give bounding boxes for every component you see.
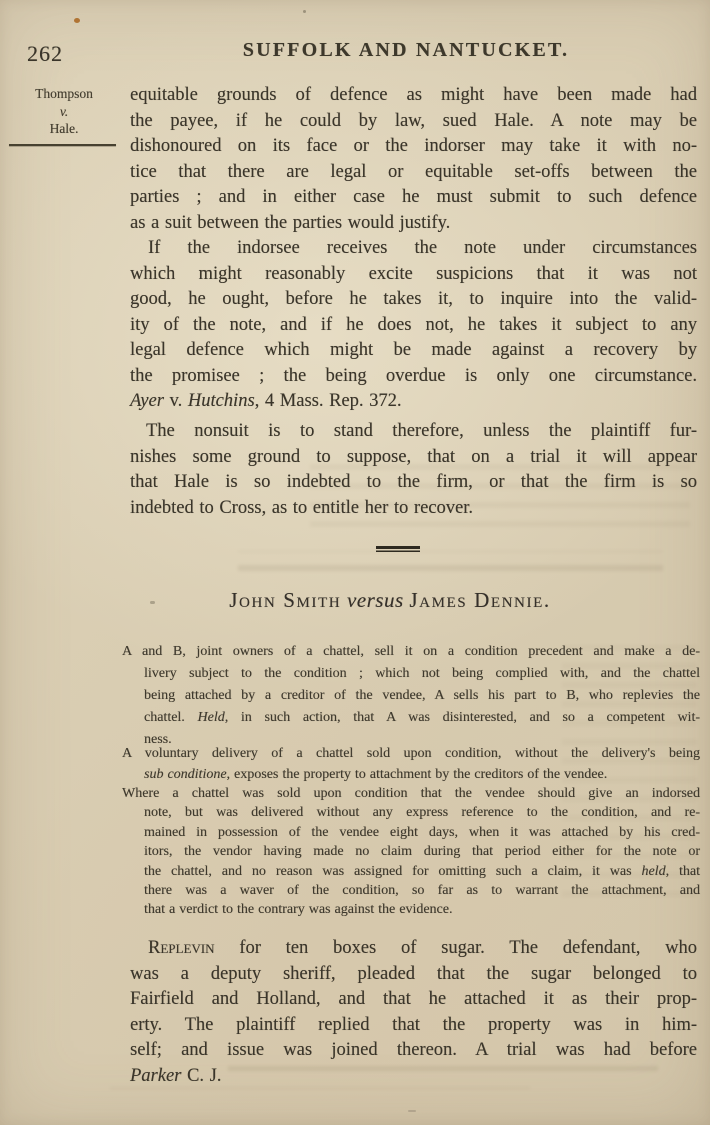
text-line: A voluntary delivery of a chattel sold upon condition, without the delivery's being [122,746,700,761]
margin-party-1: Thompson [35,86,93,101]
text-line: mained in possession of the vendee eight days, when it was attached by his cred- [144,824,700,840]
text-line: The nonsuit is to stand therefore, unless the plaintiff fur- [146,421,697,441]
text-line: tice that there are legal or equitable set-offs between the [130,161,697,182]
body-paragraph [130,236,697,415]
headnote-text: , that [665,863,701,879]
text-line: livery subject to the condition ; which not being complied with, and the chattel [144,666,700,681]
case-separator-rule [376,546,420,553]
citation-text: , 4 Mass. Rep. 372. [254,391,402,411]
case-name-italic: Hutchins [187,391,255,411]
show-through-smudge [238,551,663,584]
text-line: indebted to Cross, as to entitle her to recover. [130,497,473,518]
text-line: dishonoured on its face or the indorser may take it with no- [130,136,697,156]
held-italic: held [641,863,666,879]
headnote-text: the chattel, and no reason was assigned for omitting such a claim, it was [144,863,642,879]
text-line [130,936,697,962]
text-line: which might reasonably excite suspicions that it was not [130,263,697,284]
versus-word: versus [341,588,410,612]
text-line: self; and issue was joined thereon. A trial was had before [130,1040,697,1061]
defendant-name: James Dennie. [409,588,551,612]
text-line: there was a waver of the condition, so far as to warrant the attachment, and [144,882,700,898]
headnote-paragraph [122,743,700,785]
text-line: ity of the note, and if he does not, he takes it subject to any [130,314,697,335]
plaintiff-name: John Smith [229,588,342,612]
text-line: Where a chattel was sold upon condition that the vendee should give an indorsed [122,786,700,801]
margin-rule [9,144,116,146]
margin-versus: v. [59,103,69,119]
case-title [80,588,700,613]
body-paragraph [130,83,697,236]
running-head: SUFFOLK AND NANTUCKET. [242,39,570,61]
margin-party-2: Hale. [49,121,79,136]
text-line: itors, the vendor having made no claim during that period either for the note or [144,844,700,860]
text-line: erty. The plaintiff replied that the property was in him- [130,1014,697,1035]
text-line: parties ; and in either case he must submit to such defence [130,187,697,207]
text-line: good, he ought, before he takes it, to inquire into the valid- [130,289,697,309]
margin-case-note [8,85,120,138]
text-line: Fairfield and Holland, and that he attached it as their prop- [130,989,697,1010]
text-line: as a suit between the parties would justify. [130,212,451,233]
text-line [122,764,700,785]
citation-text: v. [163,391,188,411]
held-italic: Held [197,710,225,725]
text-line: A and B, joint owners of a chattel, sell it on a condition precedent and make a de- [122,644,700,659]
ink-speck [408,1110,416,1112]
citation-line [130,389,697,415]
text-line: the payee, if he could by law, sued Hale. A note may be [130,110,697,131]
headnote-text: , exposes the property to attachment by the creditors of the vendee. [226,767,608,782]
headnote-paragraph [122,641,700,751]
text-line: was a deputy sheriff, pleaded that the sugar belonged to [130,963,697,984]
page-number: 262 [27,41,63,66]
text-line [130,1064,697,1090]
body-paragraph [130,419,697,521]
text-line: the promisee ; the being overdue is only one circumstance. [130,365,697,386]
text-line: ness. [144,732,172,747]
latin-phrase-italic: sub conditione [144,767,227,782]
body-text: for ten boxes of sugar. The defendant, who [214,938,697,958]
text-line: note, but was delivered without any express reference to the condition, and re- [144,805,700,821]
text-line: If the indorsee receives the note under circumstances [148,238,697,258]
text-line [122,707,700,729]
headnote-text: chattel. [144,710,198,725]
body-text: C. J. [181,1065,222,1086]
text-line: nishes some ground to suppose, that on a trial it will appear [130,446,697,467]
text-line: being attached by a creditor of the vendee, A sells his part to B, who replevies the [144,688,700,703]
judge-name-italic: Parker [130,1065,182,1086]
body-paragraph [130,936,697,1090]
ink-speck [303,10,306,13]
text-line: legal defence which might be made against a recovery by [130,340,697,360]
ink-speck [74,18,80,23]
replevin-smallcaps: Replevin [148,938,215,958]
text-line: that Hale is so indebted to the firm, or that the firm is so [130,472,697,492]
text-line: equitable grounds of defence as might have been made had [130,85,697,105]
text-line [122,862,700,881]
headnote-text: , in such action, that A was disinterested, and so a competent wit- [224,710,700,725]
headnote-paragraph [122,784,700,920]
case-name-italic: Ayer [130,391,164,411]
text-line: that a verdict to the contrary was against the evidence. [144,902,453,918]
